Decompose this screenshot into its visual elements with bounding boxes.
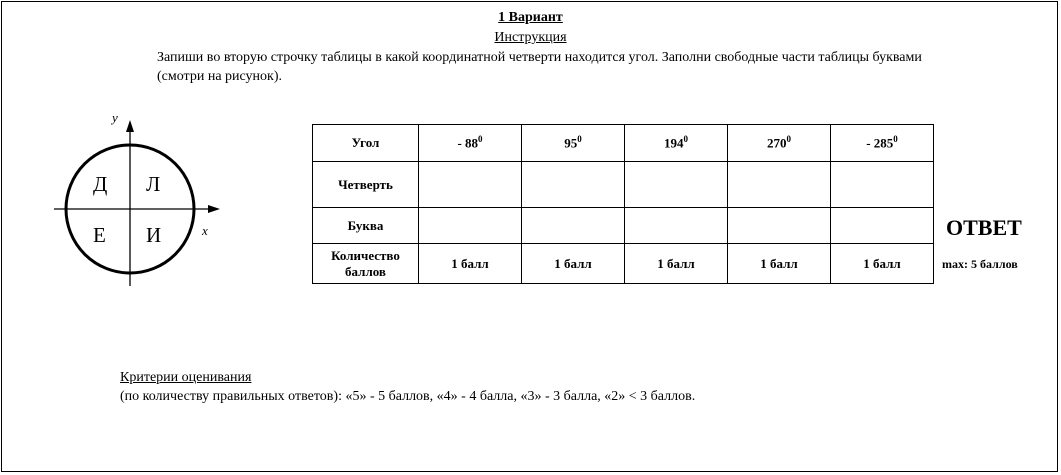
points-cell: 1 балл <box>522 244 625 284</box>
points-cell: 1 балл <box>419 244 522 284</box>
answer-table <box>312 124 934 284</box>
table-row-quarter <box>313 162 934 208</box>
table-row-letter <box>313 208 934 244</box>
quarter-answer-cell[interactable] <box>831 162 934 208</box>
instruction-title: Инструкция <box>494 30 567 45</box>
quadrant-label-bl: Е <box>93 223 106 247</box>
letter-answer-cell[interactable] <box>831 208 934 244</box>
y-axis-label: y <box>112 110 118 125</box>
quarter-answer-cell[interactable] <box>522 162 625 208</box>
angle-cell: - $88^0$ <box>419 125 522 162</box>
points-cell: 1 балл <box>625 244 728 284</box>
quarter-answer-cell[interactable] <box>419 162 522 208</box>
instruction-text: Запиши во вторую строчку таблицы в какой координатной четверти находится угол. Заполни свободные части таблицы буквами (смотри на рисунок). <box>157 50 922 84</box>
variant-title: 1 Вариант <box>498 10 563 25</box>
table-row-angle <box>313 125 934 162</box>
row-label-points: Количество баллов <box>313 244 419 284</box>
y-axis-arrow <box>126 120 134 132</box>
angle-cell: $95^0$ <box>522 125 625 162</box>
quadrant-label-tr: Л <box>146 172 161 196</box>
quadrant-diagram <box>50 108 230 288</box>
x-axis-label: x <box>202 223 208 238</box>
quadrant-label-tl: Д <box>93 172 108 196</box>
answer-label: ОТВЕТ <box>946 215 1022 240</box>
letter-answer-cell[interactable] <box>419 208 522 244</box>
row-label-quarter: Четверть <box>313 162 419 208</box>
table-row-points <box>313 244 934 284</box>
points-cell: 1 балл <box>728 244 831 284</box>
angle-cell: $270^0$ <box>728 125 831 162</box>
quarter-answer-cell[interactable] <box>728 162 831 208</box>
quadrant-label-br: И <box>146 223 162 247</box>
criteria-title: Критерии оценивания <box>120 370 252 385</box>
letter-answer-cell[interactable] <box>522 208 625 244</box>
row-label-letter: Буква <box>313 208 419 244</box>
letter-answer-cell[interactable] <box>728 208 831 244</box>
quarter-answer-cell[interactable] <box>625 162 728 208</box>
letter-answer-cell[interactable] <box>625 208 728 244</box>
points-cell: 1 балл <box>831 244 934 284</box>
row-label-angle: Угол <box>313 125 419 162</box>
max-score: max: 5 баллов <box>942 257 1018 271</box>
angle-cell: - $285^0$ <box>831 125 934 162</box>
x-axis-arrow <box>208 205 220 213</box>
angle-cell: $194^0$ <box>625 125 728 162</box>
criteria-text: (по количеству правильных ответов): «5» - 5 баллов, «4» - 4 балла, «3» - 3 балла, «2» < 3 баллов. <box>120 389 696 404</box>
